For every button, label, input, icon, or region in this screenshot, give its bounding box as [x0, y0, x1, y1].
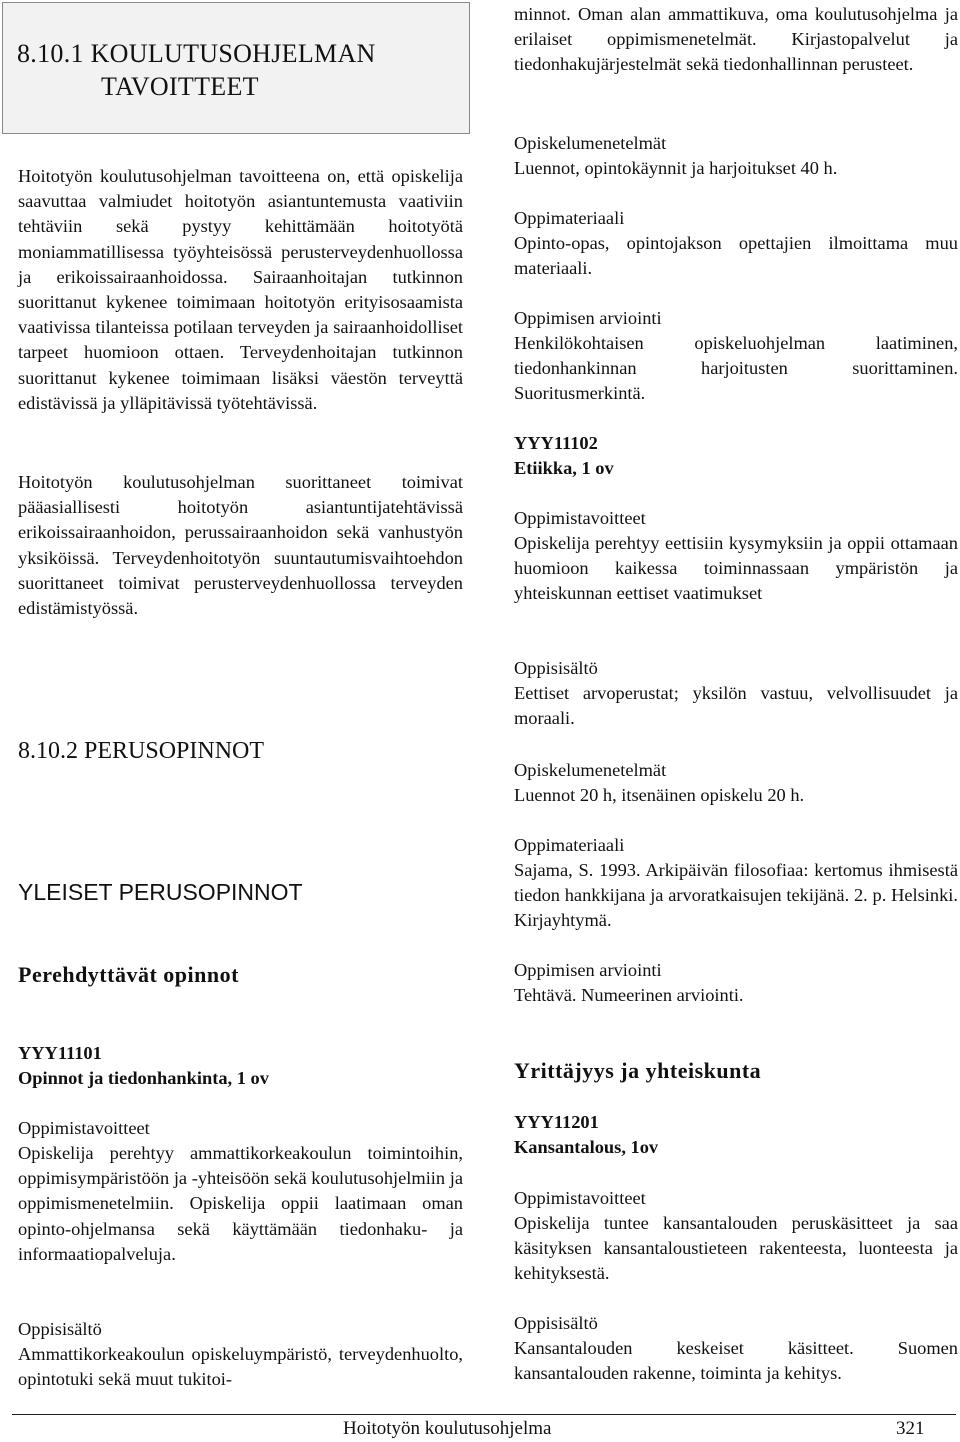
course-objectives-text: Opiskelija perehtyy ammattikorkeakoulun toimintoihin, oppimisympäristöön ja -yhteisöön sekä koulutusohjelmiin ja oppimismenetelmiin. Opiskelija oppii laatimaan oman opinto-ohjelmansa sekä käyttämään tiedonhaku- ja informaatiopalveluja. — [18, 1143, 463, 1264]
footer-rule — [12, 1414, 956, 1415]
label-oppimistavoitteet: Oppimistavoitteet — [514, 508, 646, 528]
label-oppimistavoitteet: Oppimistavoitteet — [514, 1188, 646, 1208]
intro-paragraph-1: Hoitotyön koulutusohjelman tavoitteena on, että opiskelija saavuttaa valmiudet hoitotyön asiantuntemusta vaativiin tehtäviin sekä pystyy kehittämään hoitotyötä moniammatillisessa työyhteisössä perusterveydenhuollossa ja erikoissairaanhoidossa. Sairaanhoitajan tutkinnon suorittanut kykenee toimimaan hoitotyön erityisosaamista vaativissa tilanteissa potilaan terveyden ja sairaanhoidolliset tarpeet huomioon ottaen. Terveydenhoitajan tutkinnon suorittanut kykenee toimimaan lisäksi väestön terveyttä edistävissä ja ylläpitävissä työtehtävissä. — [18, 166, 463, 413]
course-objectives-text: Opiskelija tuntee kansantalouden peruskäsitteet ja saa käsityksen kansantaloustieteen rakenteesta, luonteesta ja kehityksestä. — [514, 1213, 958, 1284]
course-content-text: Ammattikorkeakoulun opiskeluympäristö, terveydenhuolto, opintotuki sekä muut tukitoi- — [18, 1344, 463, 1390]
section-heading-perusopinnot: 8.10.2 PERUSOPINNOT — [18, 738, 265, 764]
heading-perehdyttavat-opinnot: Perehdyttävät opinnot — [18, 962, 239, 987]
intro-paragraph-2: Hoitotyön koulutusohjelman suorittaneet toimivat pääasiallisesti hoitotyön asiantuntijatehtävissä erikoissairaanhoidon, perussairaanhoidon sekä vanhustyön yksiköissä. Terveydenhoitotyön suuntautumisvaihtoehdon suorittaneet toimivat perusterveydenhuollossa terveyden edistämistyössä. — [18, 472, 463, 619]
label-oppimateriaali: Oppimateriaali — [514, 835, 625, 855]
course-content-text: Kansantalouden keskeiset käsitteet. Suomen kansantalouden rakenne, toiminta ja kehitys. — [514, 1338, 958, 1384]
label-oppimisen-arviointi: Oppimisen arviointi — [514, 308, 662, 328]
label-oppisisalto: Oppisisältö — [514, 658, 598, 678]
course-code: YYY11102 — [514, 433, 598, 453]
label-oppimisen-arviointi: Oppimisen arviointi — [514, 960, 662, 980]
materials-text: Opinto-opas, opintojakson opettajien ilmoittama muu materiaali. — [514, 233, 958, 279]
course-name: Opinnot ja tiedonhankinta, 1 ov — [18, 1068, 269, 1088]
methods-text: Luennot 20 h, itsenäinen opiskelu 20 h. — [514, 785, 805, 805]
section-title — [17, 37, 376, 103]
materials-text: Sajama, S. 1993. Arkipäivän filosofiaa: kertomus ihmisestä tiedon hankkijana ja arvoratkaisujen tekijänä. 2. p. Helsinki. Kirjayhtymä. — [514, 860, 958, 931]
section-title-box — [2, 2, 470, 134]
label-oppimistavoitteet: Oppimistavoitteet — [18, 1118, 150, 1138]
course-objectives-text: Opiskelija perehtyy eettisiin kysymyksiin ja oppii ottamaan huomioon kaikessa toiminnassaan ympäristön ja yhteiskunnan eettiset vaatimukset — [514, 533, 958, 604]
page-number: 321 — [896, 1418, 925, 1439]
label-oppisisalto: Oppisisältö — [18, 1319, 102, 1339]
methods-text: Luennot, opintokäynnit ja harjoitukset 40 h. — [514, 158, 838, 178]
assessment-text: Henkilökohtaisen opiskeluohjelman laatiminen, tiedonhankinnan harjoitusten suorittaminen. Suoritusmerkintä. — [514, 333, 958, 404]
course-content-text: Eettiset arvoperustat; yksilön vastuu, velvollisuudet ja moraali. — [514, 683, 958, 729]
section-title-line2: TAVOITTEET — [101, 72, 259, 101]
course-content-continued: minnot. Oman alan ammattikuva, oma koulutusohjelma ja erilaiset oppimismenetelmät. Kirjastopalvelut ja tiedonhakujärjestelmät sekä tiedonhallinnan perusteet. — [514, 4, 958, 75]
label-opiskelumenetelmat: Opiskelumenetelmät — [514, 133, 667, 153]
assessment-text: Tehtävä. Numeerinen arviointi. — [514, 985, 744, 1005]
footer-title: Hoitotyön koulutusohjelma — [343, 1418, 552, 1439]
course-name: Etiikka, 1 ov — [514, 458, 614, 478]
course-code: YYY11201 — [514, 1112, 599, 1132]
section-title-line1: 8.10.1 KOULUTUSOHJELMAN — [17, 39, 376, 68]
label-oppimateriaali: Oppimateriaali — [514, 208, 625, 228]
heading-yrittajyys-ja-yhteiskunta: Yrittäjyys ja yhteiskunta — [514, 1058, 762, 1083]
label-opiskelumenetelmat: Opiskelumenetelmät — [514, 760, 667, 780]
heading-yleiset-perusopinnot: YLEISET PERUSOPINNOT — [18, 879, 303, 905]
course-code: YYY11101 — [18, 1043, 102, 1063]
course-name: Kansantalous, 1ov — [514, 1137, 659, 1157]
label-oppisisalto: Oppisisältö — [514, 1313, 598, 1333]
